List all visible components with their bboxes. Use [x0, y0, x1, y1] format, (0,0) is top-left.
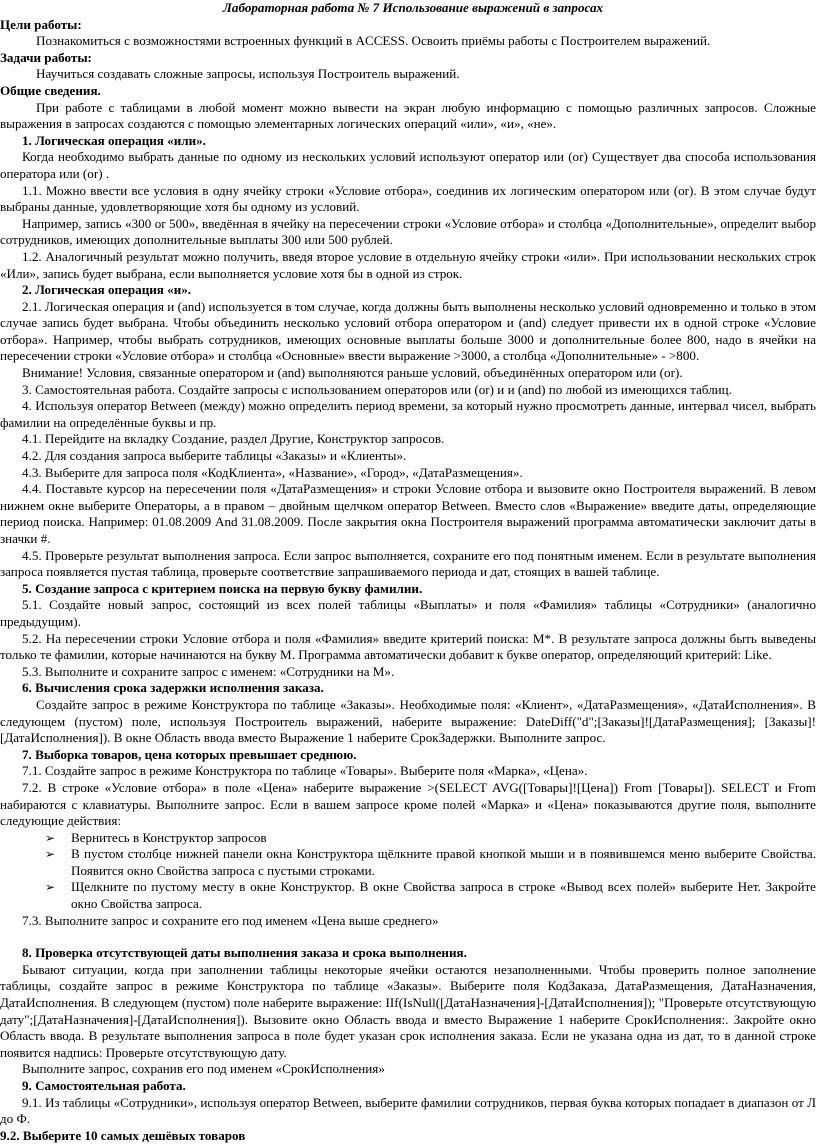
section-5-2: 5.2. На пересечении строки Условие отбора и поля «Фамилия» введите критерий поиска: М*. В результате запроса должны быть выведены только те фамилии, которые начинаются на букву М. Программа автоматически добавит к букве оператор, определяющий критерий: Like. [0, 630, 816, 663]
section-9-1: 9.1. Из таблицы «Сотрудники», используя оператор Between, выберите фамилии сотрудников, первая буква которых попадает в диапазон от Л до Ф. [0, 1094, 816, 1127]
section-4-5: 4.5. Проверьте результат выполнения запроса. Если запрос выполняется, сохраните его под понятным именем. Если в результате выполнения запроса появляется пустая таблица, проверьте соответствие запрашиваемого периода и дат, стоящих в вашей таблице. [0, 547, 816, 580]
section-1-2: 1.2. Аналогичный результат можно получить, введя второе условие в отдельную ячейку строки «или». При использовании нескольких строк «Или», запись будет выбрана, если выполняется условие хотя бы в одной из строк. [0, 248, 816, 281]
section-1-heading: 1. Логическая операция «или». [22, 132, 206, 148]
section-2-1: 2.1. Логическая операция и (and) используется в том случае, когда должны быть выполнены несколько условий одновременно и только в этом случае запись будет выбрана. Чтобы объединить несколько условий отбора оператором и (and) следует привести их в одной строке «Условие отбора». Например, чтобы выбрать сотрудников, имеющих основные выплаты больше 3000 и дополнительные более 800, надо в ячейки на пересечении строки «Условие отбора» и столбца «Основные» ввести выражение >3000, а столбца «Дополнительные» - >800. [0, 298, 816, 364]
tasks-text: Научиться создавать сложные запросы, используя Построитель выражений. [36, 66, 460, 82]
section-5-heading: 5. Создание запроса с критерием поиска на первую букву фамилии. [22, 580, 423, 596]
goals-text: Познакомиться с возможностями встроенных функций в ACCESS. Освоить приёмы работы с Построителем выражений. [36, 33, 711, 49]
section-4-3: 4.3. Выберите для запроса поля «КодКлиента», «Название», «Город», «ДатаРазмещения». [22, 464, 523, 480]
section-6-heading: 6. Вычисления срока задержки исполнения заказа. [22, 680, 324, 696]
section-5-3: 5.3. Выполните и сохраните запрос с именем: «Сотрудники на М». [22, 663, 395, 679]
section-4: 4. Используя оператор Between (между) можно определить период времени, за который нужно просмотреть данные, интервал чисел, выбрать фамилии на определённые буквы и пр. [0, 398, 816, 430]
section-8-text: Бывают ситуации, когда при заполнении таблицы некоторые ячейки остаются незаполненными. Чтобы проверить полное заполнение таблицы, создайте запрос в режиме Конструктора по таблице «Заказы». Выберите поля КодЗаказа, ДатаРазмещения, ДатаНазначения, ДатаИсполнения. В следующем (пустом) поле наберите выражение: IIf(IsNull([ДатаНазначения]-[ДатаИсполнения]); "Проверьте отсутствующую дату";[ДатаНазначения]-[ДатаИсполнения]). Вызовите окно Область ввода и вместо Выражение 1 наберите СрокИсполнения:. Закройте окно Область ввода. В результате выполнения запроса в поле будет указан срок исполнения заказа. Если не указана одна из дат, то в данной строке появится надпись: Проверьте отсутствующую дату. [0, 961, 816, 1060]
section-7-3: 7.3. Выполните запрос и сохраните его под именем «Цена выше среднего» [22, 912, 439, 928]
section-2-note: Внимание! Условия, связанные оператором и (and) выполняются раньше условий, объединённых оператором или (or). [22, 365, 683, 381]
section-7-2-steps [0, 830, 816, 913]
section-4-4: 4.4. Поставьте курсор на пересечении поля «ДатаРазмещения» и строки Условие отбора и вызовите окно Построителя выражений. В левом нижнем окне выберите Операторы, а в правом – двойным щелчком оператор Between. Вместо слов «Выражение» введите даты, определяющие период поиска. Например: 01.08.2009 And 31.08.2009. После закрытия окна Построителя выражений программа автоматически заключит даты в значки #. [0, 481, 816, 546]
section-2-heading: 2. Логическая операция «и». [22, 282, 192, 298]
section-7-2: 7.2. В строке «Условие отбора» в поле «Цена» наберите выражение >(SELECT AVG([Товары]![Цена]) From [Товары]). SELECT и From набираются с клавиатуры. Выполните запрос. Если в вашем запросе кроме полей «Марка» и «Цена» показываются другие поля, выполните следующие действия: [0, 779, 816, 829]
section-7-heading: 7. Выборка товаров, цена которых превышает среднюю. [22, 746, 357, 762]
list-item: ➢ В пустом столбце нижней панели окна Конструктора щёлкните правой кнопкой мыши и в появившемся меню выберите Свойства. Появится окно Свойства запроса с пустыми строками. [45, 846, 816, 879]
tasks-heading: Задачи работы: [0, 49, 92, 65]
section-1-1: 1.1. Можно ввести все условия в одну ячейку строки «Условие отбора», соединив их логическим оператором или (or). В этом случае будут выбраны данные, удовлетворяющие хотя бы одному из условий. [0, 182, 816, 215]
section-4-2: 4.2. Для создания запроса выберите таблицы «Заказы» и «Клиенты». [22, 448, 407, 464]
section-1-text: Когда необходимо выбрать данные по одному из нескольких условий используют оператор или (or) Существует два способа использования оператора или (or) . [0, 149, 816, 181]
section-7-1: 7.1. Создайте запрос в режиме Конструктора по таблице «Товары». Выберите поля «Марка», «Цена». [22, 763, 588, 779]
page-title: Лабораторная работа № 7 Использование выражений в запросах [222, 0, 604, 15]
section-6-text: Создайте запрос в режиме Конструктора по таблице «Заказы». Необходимые поля: «Клиент», «ДатаРазмещения», «ДатаИсполнения». В следующем (пустом) поле, используя Построитель выражений, наберите выражение: DateDiff("d";[Заказы]![ДатаРазмещения]; [Заказы]![ДатаИсполнения]). В окне Область ввода вместо Выражение 1 наберите СрокЗадержки. Выполните запрос. [0, 696, 816, 746]
list-item: ➢ Вернитесь в Конструктор запросов [45, 830, 816, 847]
list-item: ➢ Щелкните по пустому месту в окне Конструктор. В окне Свойства запроса в строке «Вывод всех полей» выберите Нет. Закройте окно Свойства запроса. [45, 879, 816, 912]
section-8-heading: 8. Проверка отсутствующей даты выполнения заказа и срока выполнения. [22, 945, 467, 961]
section-9-2: 9.2. Выберите 10 самых дешёвых товаров [0, 1127, 246, 1143]
section-5-1: 5.1. Создайте новый запрос, состоящий из всех полей таблицы «Выплаты» и поля «Фамилия» таблицы «Сотрудники» (аналогично предыдущим). [0, 597, 816, 629]
section-8-end: Выполните запрос, сохранив его под именем «СрокИсполнения» [22, 1061, 385, 1077]
section-9-heading: 9. Самостоятельная работа. [22, 1078, 186, 1093]
goals-heading: Цели работы: [0, 16, 82, 32]
info-heading: Общие сведения. [0, 82, 101, 98]
section-4-1: 4.1. Перейдите на вкладку Создание, раздел Другие, Конструктор запросов. [22, 431, 445, 447]
info-text: При работе с таблицами в любой момент можно вывести на экран любую информацию с помощью различных запросов. Сложные выражения в запросах создаются с помощью элементарных логических операций «или», «и», «не». [0, 99, 816, 132]
section-1-1-example: Например, запись «300 or 500», введённая в ячейку на пересечении строки «Условие отбора» и столбца «Дополнительные», определит выбор сотрудников, имеющих дополнительные выплаты 300 или 500 рублей. [0, 215, 816, 248]
section-3: 3. Самостоятельная работа. Создайте запросы с использованием операторов или (or) и и (and) по любой из имеющихся таблиц. [22, 381, 732, 397]
